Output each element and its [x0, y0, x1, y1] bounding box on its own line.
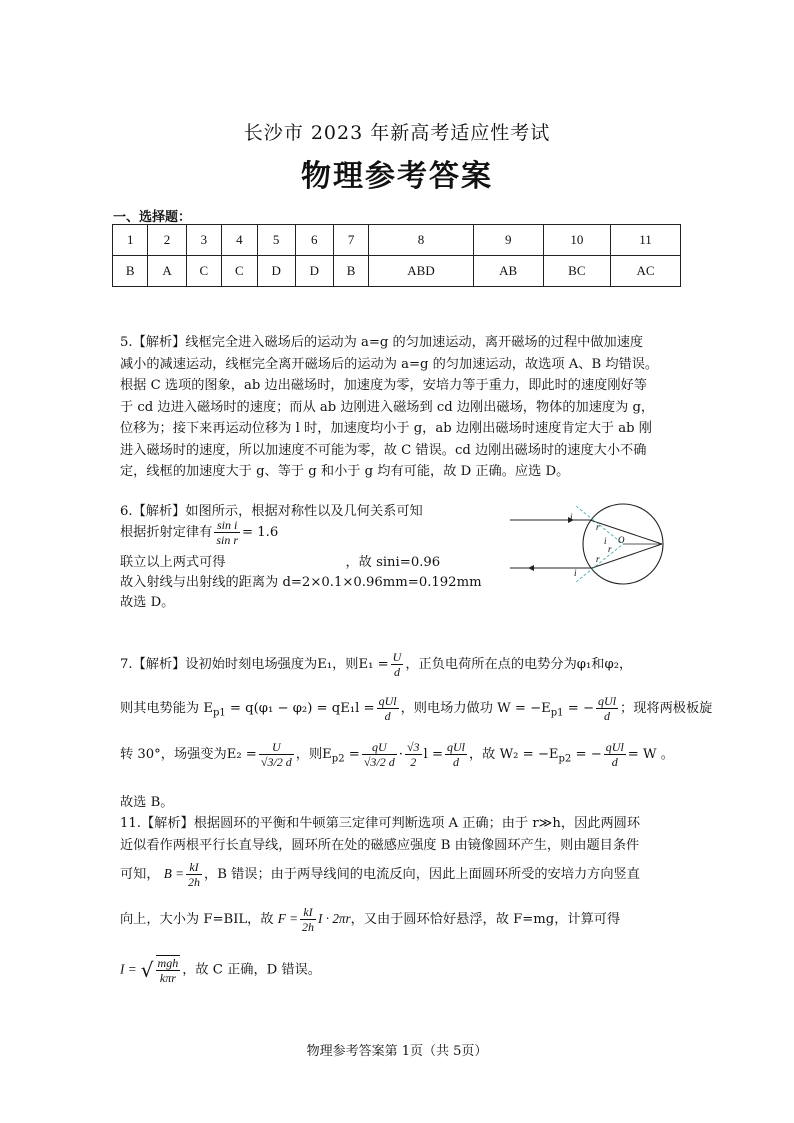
- answer-cell: AC: [610, 256, 680, 287]
- question-number: 11: [610, 225, 680, 256]
- arrow-icon: [528, 565, 534, 571]
- q5-explanation: [120, 332, 678, 483]
- diagram-label: O: [618, 535, 625, 545]
- q6-line-3: 联立以上两式可得 ，故 sini=0.96: [120, 555, 441, 570]
- diagram-label: i: [574, 568, 577, 578]
- q5-line: 进入磁场时的速度，所以加速度不可能为零，故 C 错误。cd 边刚出磁场时的速度大小不确: [120, 442, 647, 458]
- q6-line-4: 故入射线与出射线的距离为 d=2×0.1×0.96mm=0.192mm: [120, 575, 482, 590]
- q5-line: 减小的减速运动，线框完全离开磁场后的运动为 a=g 的匀加速运动，故选项 A、B 均错误。: [120, 356, 659, 372]
- section-heading-choice: 一、选择题：: [113, 210, 192, 225]
- q7-line-2: 则其电势能为 $E_{p1} = q(\varphi_1 - \varphi_2) = qE_1l$ = $\frac{\text{qUl}}{d}$ ，则电场力做功 $W = -E_{p1}$ = − $\frac{\text{qUl}}{d}$ ；现将两极板旋: [120, 694, 713, 723]
- diagram-label: r: [596, 554, 600, 564]
- q6-snell-fraction: $\frac{\text{sin i}}{\text{sin r}}$: [216, 518, 238, 547]
- answer-cell: C: [222, 256, 257, 287]
- q11-line-4: 向上，大小为 F=BIL，故 F = $\frac{kI}{2h}$ I · 2πr，又由于圆环恰好悬浮，故 F=mg，计算可得: [120, 905, 621, 934]
- question-number: 9: [473, 225, 543, 256]
- answer-cell: B: [113, 256, 148, 287]
- answer-table-number-row: [113, 225, 681, 256]
- q11-line-1: 11.【解析】根据圆环的平衡和牛顿第三定律可判断选项 A 正确；由于 r≫h，因此两圆环: [120, 816, 641, 831]
- diagram-label: i: [604, 536, 607, 546]
- page-footer: 物理参考答案第 1页（共 5页）: [306, 1044, 488, 1059]
- question-number: 10: [543, 225, 610, 256]
- answer-table: [112, 224, 681, 287]
- diagram-label: i: [570, 512, 573, 522]
- answer-cell: D: [295, 256, 333, 287]
- answer-table-answer-row: [113, 256, 681, 287]
- refracted-ray-2: [592, 544, 662, 568]
- question-number: 3: [186, 225, 221, 256]
- q11-line-5: I = √ $\frac{\text{mgh}}{\text{kπr}}$ ，故 C 正确，D 错误。: [120, 956, 321, 985]
- answer-cell: A: [148, 256, 186, 287]
- q5-line: 于 cd 边进入磁场时的速度；而从 ab 边刚进入磁场到 cd 边刚出磁场，物体的加速度为 g，: [120, 399, 655, 415]
- q5-line: 位移为；接下来再运动位移为 l 时，加速度均小于 g，ab 边刚出磁场时速度肯定大于 ab 刚: [120, 421, 652, 436]
- exam-title: 长沙市 2023 年新高考适应性考试: [243, 122, 551, 144]
- answer-cell: AB: [473, 256, 543, 287]
- q7-line-4: 故选 B。: [120, 795, 174, 810]
- question-number: 6: [295, 225, 333, 256]
- q7-line-1: 7.【解析】设初始时刻电场强度为E₁，则E₁ = $\frac{U}{d}$ ，正负电荷所在点的电势分为φ₁和φ₂，: [120, 650, 633, 679]
- refracted-ray-1: [590, 520, 662, 544]
- q6-line-5: 故选 D。: [120, 595, 175, 610]
- q7-line-3: 转 30°，场强变为E₂ = $\frac{U}{√3/2 d}$ ，则$E_{p2}$ = $\frac{qU}{√3/2 d}$ · $\frac{√3}{2}$ l = $\frac{\text{qUl}}{d}$ ，故 $W_2 = -E_{p2}$ = − $\frac{\text{qUl}}{d}$ = W 。: [120, 740, 674, 769]
- diagram-label: r: [596, 522, 600, 532]
- answer-cell: ABD: [369, 256, 473, 287]
- question-number: 4: [222, 225, 257, 256]
- q5-line: 定，线框的加速度大于 g、等于 g 和小于 g 均有可能，故 D 正确。应选 D。: [120, 464, 570, 479]
- q5-line: 5.【解析】线框完全进入磁场后的运动为 a=g 的匀加速运动，离开磁场的过程中做加速度: [120, 335, 644, 350]
- q6-line-1: 6.【解析】如图所示，根据对称性以及几何关系可知: [120, 504, 423, 519]
- question-number: 5: [257, 225, 295, 256]
- q6-line-2: 根据折射定律有 $\frac{\text{sin i}}{\text{sin r}}$ = 1.6: [120, 518, 279, 547]
- question-number: 8: [369, 225, 473, 256]
- answer-cell: BC: [543, 256, 610, 287]
- q11-line-2: 近似看作两根平行长直导线，圆环所在处的磁感应强度 B 由镜像圆环产生，则由题目条件: [120, 838, 640, 853]
- refraction-diagram: [508, 498, 668, 592]
- page-title: 物理参考答案: [301, 159, 493, 194]
- diagram-label: r: [608, 544, 612, 554]
- q5-line: 根据 C 选项的图象，ab 边出磁场时，加速度为零，安培力等于重力，即此时的速度刚好等: [120, 378, 647, 393]
- question-number: 2: [148, 225, 186, 256]
- answer-cell: C: [186, 256, 221, 287]
- question-number: 1: [113, 225, 148, 256]
- question-number: 7: [333, 225, 368, 256]
- q11-line-3: 可知， B = $\frac{kI}{2h}$ ，B 错误；由于两导线间的电流反向，因此上面圆环所受的安培力方向竖直: [120, 860, 640, 889]
- answer-cell: D: [257, 256, 295, 287]
- answer-cell: B: [333, 256, 368, 287]
